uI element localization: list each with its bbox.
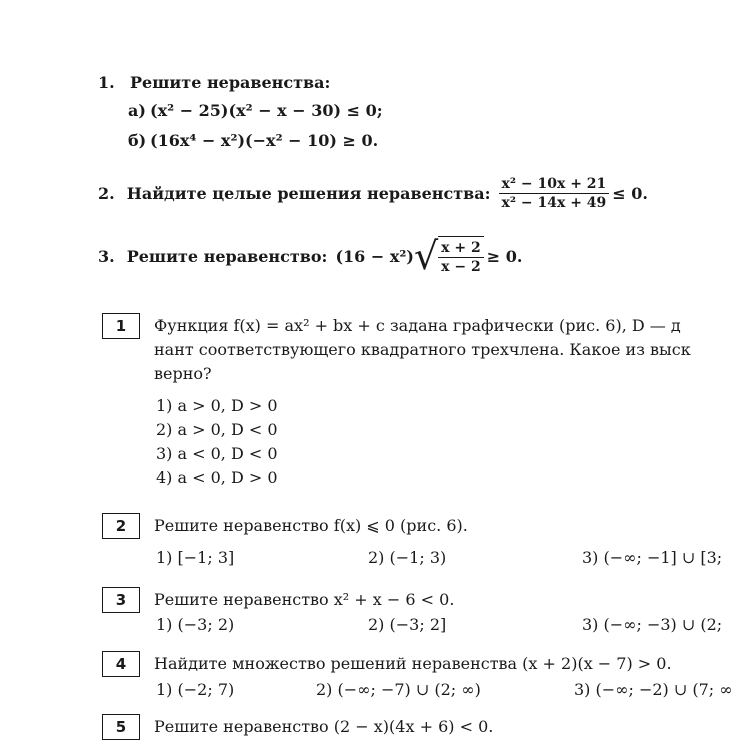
question-2-text: Решите неравенство f(x) ⩽ 0 (рис. 6). [154,516,468,535]
problem-2-fraction [499,176,610,211]
problem-3-number: 3. [98,246,115,266]
problem-3-tail: ≥ 0. [486,246,523,266]
question-1-option-2: 2) a > 0, D < 0 [156,420,278,439]
question-2-number-box: 2 [102,513,140,539]
problem-1b-label: б) [128,131,147,150]
question-3-option-2: 2) (−3; 2] [368,615,447,634]
question-1-option-4: 4) a < 0, D > 0 [156,468,278,487]
question-3-option-3: 3) (−∞; −3) ∪ (2; [582,615,723,634]
question-5-number-box: 5 [102,714,140,740]
problem-3 [98,236,522,276]
problem-2-text: Найдите целые решения неравенства: [126,184,491,204]
question-1-option-3: 3) a < 0, D < 0 [156,444,278,463]
question-4-number-box: 4 [102,651,140,677]
problem-1a-label: а) [128,101,146,120]
problem-3-lead: (16 − x²) [335,246,414,266]
question-5-text: Решите неравенство (2 − x)(4x + 6) < 0. [154,717,494,736]
problem-3-denominator: x − 2 [441,259,481,275]
problem-2-tail: ≤ 0. [612,184,648,204]
question-4-option-1: 1) (−2; 7) [156,680,235,699]
question-1-line-3: верно? [154,364,212,383]
problem-1b-expression: (16x⁴ − x²)(−x² − 10) ≥ 0. [150,131,379,150]
question-1-number-box: 1 [102,313,140,339]
problem-3-sqrt [414,236,484,276]
question-3-option-1: 1) (−3; 2) [156,615,235,634]
question-2-option-1: 1) [−1; 3] [156,548,235,567]
problem-2-number: 2. [98,184,115,204]
question-3-number-box: 3 [102,587,140,613]
problem-1-number: 1. [98,73,115,92]
question-1-line-2: нант соответствующего квадратного трехчлена. Какое из выск [154,340,691,359]
question-4-text: Найдите множество решений неравенства (x + 2)(x − 7) > 0. [154,654,672,673]
problem-1a-expression: (x² − 25)(x² − x − 30) ≤ 0; [150,101,383,120]
question-1-option-1: 1) a > 0, D > 0 [156,396,278,415]
radical-sign-icon: √ [413,234,439,278]
question-3-text: Решите неравенство x² + x − 6 < 0. [154,590,455,609]
problem-3-fraction [438,240,484,275]
problem-2 [98,176,648,211]
problem-3-numerator: x + 2 [438,240,484,258]
problem-1-title: Решите неравенства: [130,73,331,92]
question-4-option-2: 2) (−∞; −7) ∪ (2; ∞) [316,680,481,699]
question-4-option-3: 3) (−∞; −2) ∪ (7; ∞ [574,680,733,699]
question-1-line-1: Функция f(x) = ax² + bx + c задана графически (рис. 6), D — д [154,316,681,335]
problem-2-denominator: x² − 14x + 49 [501,195,607,212]
problem-3-text: Решите неравенство: [126,246,328,266]
question-2-option-3: 3) (−∞; −1] ∪ [3; [582,548,723,567]
question-2-option-2: 2) (−1; 3) [368,548,447,567]
problem-2-numerator: x² − 10x + 21 [499,176,610,194]
